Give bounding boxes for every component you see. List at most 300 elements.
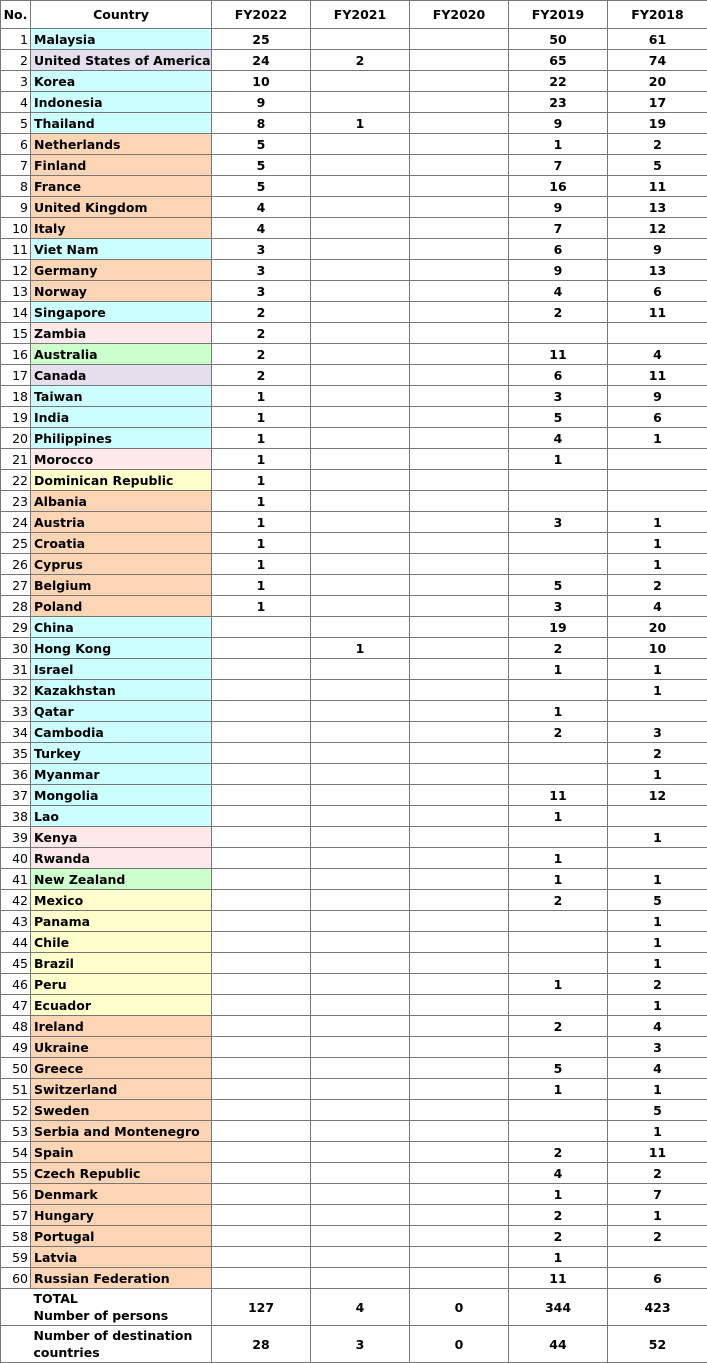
table-row xyxy=(1,953,707,974)
value-fy2021 xyxy=(311,911,410,932)
value-fy2020 xyxy=(410,92,509,113)
value-fy2019: 1 xyxy=(509,134,608,155)
table-row xyxy=(1,386,707,407)
row-number: 47 xyxy=(1,995,31,1016)
table-row xyxy=(1,1247,707,1268)
table-row xyxy=(1,617,707,638)
row-number: 60 xyxy=(1,1268,31,1289)
value-fy2022 xyxy=(212,764,311,785)
table-row xyxy=(1,29,707,50)
value-fy2022 xyxy=(212,785,311,806)
row-number: 30 xyxy=(1,638,31,659)
header-fy2020: FY2020 xyxy=(410,1,509,29)
value-fy2018 xyxy=(608,1247,707,1268)
table-row xyxy=(1,848,707,869)
table-row xyxy=(1,176,707,197)
value-fy2018: 1 xyxy=(608,953,707,974)
country-name: Australia xyxy=(31,344,212,365)
value-fy2021 xyxy=(311,1163,410,1184)
country-name: Thailand xyxy=(31,113,212,134)
value-fy2018: 13 xyxy=(608,260,707,281)
value-fy2019: 11 xyxy=(509,785,608,806)
value-fy2018: 5 xyxy=(608,890,707,911)
country-name: Canada xyxy=(31,365,212,386)
value-fy2019: 1 xyxy=(509,701,608,722)
country-name: Panama xyxy=(31,911,212,932)
table-row xyxy=(1,764,707,785)
value-fy2018: 3 xyxy=(608,722,707,743)
value-fy2018: 1 xyxy=(608,680,707,701)
value-fy2021 xyxy=(311,680,410,701)
value-fy2018: 6 xyxy=(608,1268,707,1289)
value-fy2022 xyxy=(212,1058,311,1079)
value-fy2021 xyxy=(311,197,410,218)
row-number: 35 xyxy=(1,743,31,764)
value-fy2019: 2 xyxy=(509,1016,608,1037)
header-fy2022: FY2022 xyxy=(212,1,311,29)
row-number: 33 xyxy=(1,701,31,722)
value-fy2019 xyxy=(509,470,608,491)
row-number: 4 xyxy=(1,92,31,113)
value-fy2021 xyxy=(311,1247,410,1268)
value-fy2021 xyxy=(311,281,410,302)
value-fy2021 xyxy=(311,491,410,512)
value-fy2019: 5 xyxy=(509,575,608,596)
row-number: 49 xyxy=(1,1037,31,1058)
value-fy2020 xyxy=(410,449,509,470)
value-fy2021 xyxy=(311,71,410,92)
value-fy2021 xyxy=(311,659,410,680)
country-name: Netherlands xyxy=(31,134,212,155)
value-fy2022: 2 xyxy=(212,323,311,344)
country-name: Zambia xyxy=(31,323,212,344)
country-name: Indonesia xyxy=(31,92,212,113)
value-fy2018: 2 xyxy=(608,575,707,596)
row-number: 2 xyxy=(1,50,31,71)
country-name: Philippines xyxy=(31,428,212,449)
table-row xyxy=(1,806,707,827)
value-fy2021 xyxy=(311,722,410,743)
value-fy2021 xyxy=(311,29,410,50)
row-number: 57 xyxy=(1,1205,31,1226)
row-number: 27 xyxy=(1,575,31,596)
row-number: 31 xyxy=(1,659,31,680)
row-number: 24 xyxy=(1,512,31,533)
row-number: 59 xyxy=(1,1247,31,1268)
countries-spacer xyxy=(1,1326,31,1363)
value-fy2021 xyxy=(311,134,410,155)
row-number: 5 xyxy=(1,113,31,134)
value-fy2021 xyxy=(311,1037,410,1058)
row-number: 13 xyxy=(1,281,31,302)
countries-label-line1: Number of destination xyxy=(33,1328,193,1343)
value-fy2022 xyxy=(212,890,311,911)
country-name: Kazakhstan xyxy=(31,680,212,701)
value-fy2021 xyxy=(311,890,410,911)
value-fy2019: 6 xyxy=(509,239,608,260)
value-fy2018: 9 xyxy=(608,386,707,407)
value-fy2018: 20 xyxy=(608,71,707,92)
value-fy2022 xyxy=(212,806,311,827)
table-row xyxy=(1,449,707,470)
value-fy2022 xyxy=(212,638,311,659)
value-fy2019 xyxy=(509,743,608,764)
value-fy2019: 1 xyxy=(509,659,608,680)
value-fy2018 xyxy=(608,848,707,869)
country-name: Israel xyxy=(31,659,212,680)
value-fy2020 xyxy=(410,386,509,407)
table-row xyxy=(1,1184,707,1205)
value-fy2019: 7 xyxy=(509,155,608,176)
value-fy2020 xyxy=(410,1100,509,1121)
value-fy2020 xyxy=(410,491,509,512)
value-fy2019 xyxy=(509,953,608,974)
value-fy2022: 9 xyxy=(212,92,311,113)
table-row xyxy=(1,260,707,281)
row-number: 53 xyxy=(1,1121,31,1142)
total-countries-label xyxy=(31,1326,212,1363)
value-fy2020 xyxy=(410,974,509,995)
value-fy2021 xyxy=(311,785,410,806)
value-fy2020 xyxy=(410,428,509,449)
table-row xyxy=(1,890,707,911)
header-no: No. xyxy=(1,1,31,29)
value-fy2019 xyxy=(509,491,608,512)
row-number: 3 xyxy=(1,71,31,92)
value-fy2018: 17 xyxy=(608,92,707,113)
value-fy2022: 1 xyxy=(212,491,311,512)
row-number: 38 xyxy=(1,806,31,827)
value-fy2021 xyxy=(311,1268,410,1289)
value-fy2022: 5 xyxy=(212,134,311,155)
row-number: 44 xyxy=(1,932,31,953)
value-fy2022 xyxy=(212,953,311,974)
value-fy2021: 1 xyxy=(311,638,410,659)
country-name: Finland xyxy=(31,155,212,176)
country-name: Viet Nam xyxy=(31,239,212,260)
row-number: 28 xyxy=(1,596,31,617)
value-fy2020 xyxy=(410,554,509,575)
value-fy2018: 12 xyxy=(608,218,707,239)
table-row xyxy=(1,974,707,995)
value-fy2022: 4 xyxy=(212,197,311,218)
row-number: 40 xyxy=(1,848,31,869)
row-number: 12 xyxy=(1,260,31,281)
value-fy2018: 4 xyxy=(608,1058,707,1079)
row-number: 10 xyxy=(1,218,31,239)
value-fy2020 xyxy=(410,869,509,890)
value-fy2018: 1 xyxy=(608,659,707,680)
row-number: 18 xyxy=(1,386,31,407)
value-fy2018 xyxy=(608,491,707,512)
country-name: Cambodia xyxy=(31,722,212,743)
value-fy2021 xyxy=(311,407,410,428)
value-fy2020 xyxy=(410,1037,509,1058)
country-name: Qatar xyxy=(31,701,212,722)
row-number: 37 xyxy=(1,785,31,806)
table-row xyxy=(1,659,707,680)
value-fy2022: 25 xyxy=(212,29,311,50)
table-row xyxy=(1,554,707,575)
country-name: Turkey xyxy=(31,743,212,764)
table-row xyxy=(1,407,707,428)
table-row xyxy=(1,512,707,533)
value-fy2022 xyxy=(212,1016,311,1037)
value-fy2022: 5 xyxy=(212,155,311,176)
table-row xyxy=(1,869,707,890)
row-number: 41 xyxy=(1,869,31,890)
value-fy2019 xyxy=(509,995,608,1016)
row-number: 56 xyxy=(1,1184,31,1205)
row-number: 29 xyxy=(1,617,31,638)
value-fy2019: 1 xyxy=(509,1079,608,1100)
value-fy2022 xyxy=(212,869,311,890)
row-number: 11 xyxy=(1,239,31,260)
value-fy2021 xyxy=(311,1100,410,1121)
value-fy2022: 3 xyxy=(212,239,311,260)
value-fy2018 xyxy=(608,806,707,827)
value-fy2020 xyxy=(410,953,509,974)
value-fy2022: 3 xyxy=(212,281,311,302)
value-fy2019: 9 xyxy=(509,113,608,134)
value-fy2020 xyxy=(410,1184,509,1205)
countries-fy2019: 44 xyxy=(509,1326,608,1363)
country-name: Myanmar xyxy=(31,764,212,785)
country-name: Hungary xyxy=(31,1205,212,1226)
value-fy2020 xyxy=(410,323,509,344)
table-row xyxy=(1,302,707,323)
value-fy2020 xyxy=(410,113,509,134)
row-number: 20 xyxy=(1,428,31,449)
table-row xyxy=(1,134,707,155)
row-number: 23 xyxy=(1,491,31,512)
country-name: Kenya xyxy=(31,827,212,848)
country-name: Austria xyxy=(31,512,212,533)
value-fy2021 xyxy=(311,575,410,596)
value-fy2021 xyxy=(311,974,410,995)
table-row xyxy=(1,722,707,743)
value-fy2018: 4 xyxy=(608,1016,707,1037)
value-fy2019: 9 xyxy=(509,197,608,218)
value-fy2020 xyxy=(410,1142,509,1163)
value-fy2020 xyxy=(410,302,509,323)
value-fy2021 xyxy=(311,1184,410,1205)
row-number: 54 xyxy=(1,1142,31,1163)
value-fy2018: 1 xyxy=(608,911,707,932)
row-number: 58 xyxy=(1,1226,31,1247)
table-row xyxy=(1,470,707,491)
value-fy2019: 65 xyxy=(509,50,608,71)
table-row xyxy=(1,491,707,512)
value-fy2018: 1 xyxy=(608,533,707,554)
total-fy2020: 0 xyxy=(410,1289,509,1326)
country-name: Croatia xyxy=(31,533,212,554)
value-fy2022 xyxy=(212,911,311,932)
value-fy2019 xyxy=(509,764,608,785)
value-fy2020 xyxy=(410,50,509,71)
value-fy2018: 1 xyxy=(608,512,707,533)
value-fy2019 xyxy=(509,1100,608,1121)
value-fy2022 xyxy=(212,1268,311,1289)
value-fy2018: 4 xyxy=(608,344,707,365)
table-row xyxy=(1,92,707,113)
value-fy2020 xyxy=(410,1016,509,1037)
value-fy2018: 5 xyxy=(608,1100,707,1121)
value-fy2021 xyxy=(311,1205,410,1226)
value-fy2019: 22 xyxy=(509,71,608,92)
value-fy2021 xyxy=(311,470,410,491)
table-row xyxy=(1,596,707,617)
table-row xyxy=(1,533,707,554)
value-fy2019: 3 xyxy=(509,386,608,407)
row-number: 7 xyxy=(1,155,31,176)
value-fy2021 xyxy=(311,1058,410,1079)
country-name: United Kingdom xyxy=(31,197,212,218)
value-fy2019: 11 xyxy=(509,344,608,365)
header-country: Country xyxy=(31,1,212,29)
value-fy2022 xyxy=(212,974,311,995)
value-fy2022: 1 xyxy=(212,575,311,596)
value-fy2019: 7 xyxy=(509,218,608,239)
value-fy2021 xyxy=(311,932,410,953)
country-name: Latvia xyxy=(31,1247,212,1268)
value-fy2022 xyxy=(212,848,311,869)
value-fy2022: 8 xyxy=(212,113,311,134)
country-name: Lao xyxy=(31,806,212,827)
header-row xyxy=(1,1,707,29)
value-fy2020 xyxy=(410,911,509,932)
total-spacer xyxy=(1,1289,31,1326)
country-name: Portugal xyxy=(31,1226,212,1247)
value-fy2020 xyxy=(410,848,509,869)
value-fy2020 xyxy=(410,1268,509,1289)
total-fy2022: 127 xyxy=(212,1289,311,1326)
value-fy2021 xyxy=(311,617,410,638)
value-fy2022 xyxy=(212,680,311,701)
value-fy2020 xyxy=(410,806,509,827)
country-name: Czech Republic xyxy=(31,1163,212,1184)
value-fy2021 xyxy=(311,848,410,869)
country-name: Ukraine xyxy=(31,1037,212,1058)
value-fy2018: 5 xyxy=(608,155,707,176)
country-name: Chile xyxy=(31,932,212,953)
value-fy2019 xyxy=(509,911,608,932)
table-row xyxy=(1,1037,707,1058)
value-fy2019: 5 xyxy=(509,1058,608,1079)
total-label-line1: TOTAL xyxy=(33,1291,78,1306)
country-name: Denmark xyxy=(31,1184,212,1205)
table-row xyxy=(1,197,707,218)
table-row xyxy=(1,575,707,596)
table-row xyxy=(1,1079,707,1100)
value-fy2020 xyxy=(410,659,509,680)
country-name: Taiwan xyxy=(31,386,212,407)
value-fy2021 xyxy=(311,995,410,1016)
table-row xyxy=(1,785,707,806)
value-fy2018: 11 xyxy=(608,176,707,197)
row-number: 6 xyxy=(1,134,31,155)
country-name: Italy xyxy=(31,218,212,239)
table-row xyxy=(1,365,707,386)
table-row xyxy=(1,1268,707,1289)
value-fy2022: 1 xyxy=(212,386,311,407)
value-fy2020 xyxy=(410,995,509,1016)
table-row xyxy=(1,428,707,449)
country-name: Germany xyxy=(31,260,212,281)
table-row xyxy=(1,1205,707,1226)
value-fy2018: 2 xyxy=(608,1163,707,1184)
value-fy2021 xyxy=(311,386,410,407)
country-name: Belgium xyxy=(31,575,212,596)
value-fy2022 xyxy=(212,995,311,1016)
value-fy2019 xyxy=(509,1037,608,1058)
value-fy2019: 2 xyxy=(509,1142,608,1163)
value-fy2022: 1 xyxy=(212,554,311,575)
value-fy2021 xyxy=(311,1079,410,1100)
value-fy2022 xyxy=(212,1079,311,1100)
value-fy2019 xyxy=(509,680,608,701)
value-fy2020 xyxy=(410,680,509,701)
value-fy2022 xyxy=(212,1163,311,1184)
value-fy2018: 9 xyxy=(608,239,707,260)
row-number: 1 xyxy=(1,29,31,50)
value-fy2020 xyxy=(410,617,509,638)
table-row xyxy=(1,1142,707,1163)
country-name: Albania xyxy=(31,491,212,512)
row-number: 51 xyxy=(1,1079,31,1100)
table-row xyxy=(1,1100,707,1121)
value-fy2020 xyxy=(410,71,509,92)
table-row xyxy=(1,155,707,176)
value-fy2021 xyxy=(311,1016,410,1037)
country-name: Peru xyxy=(31,974,212,995)
country-name: Singapore xyxy=(31,302,212,323)
value-fy2018 xyxy=(608,470,707,491)
table-row xyxy=(1,932,707,953)
value-fy2019: 6 xyxy=(509,365,608,386)
country-name: Brazil xyxy=(31,953,212,974)
value-fy2022: 1 xyxy=(212,470,311,491)
value-fy2020 xyxy=(410,29,509,50)
table-row xyxy=(1,638,707,659)
row-number: 22 xyxy=(1,470,31,491)
row-number: 21 xyxy=(1,449,31,470)
value-fy2019: 5 xyxy=(509,407,608,428)
countries-fy2018: 52 xyxy=(608,1326,707,1363)
value-fy2020 xyxy=(410,155,509,176)
value-fy2018: 1 xyxy=(608,869,707,890)
countries-fy2021: 3 xyxy=(311,1326,410,1363)
value-fy2018: 1 xyxy=(608,827,707,848)
total-fy2019: 344 xyxy=(509,1289,608,1326)
value-fy2021 xyxy=(311,92,410,113)
value-fy2022: 1 xyxy=(212,407,311,428)
value-fy2022 xyxy=(212,743,311,764)
value-fy2019: 23 xyxy=(509,92,608,113)
value-fy2020 xyxy=(410,827,509,848)
table-row xyxy=(1,218,707,239)
value-fy2022: 10 xyxy=(212,71,311,92)
row-number: 16 xyxy=(1,344,31,365)
country-name: Ireland xyxy=(31,1016,212,1037)
value-fy2021 xyxy=(311,449,410,470)
value-fy2020 xyxy=(410,512,509,533)
value-fy2018: 1 xyxy=(608,554,707,575)
value-fy2021 xyxy=(311,764,410,785)
value-fy2018: 11 xyxy=(608,1142,707,1163)
value-fy2022: 1 xyxy=(212,449,311,470)
row-number: 17 xyxy=(1,365,31,386)
